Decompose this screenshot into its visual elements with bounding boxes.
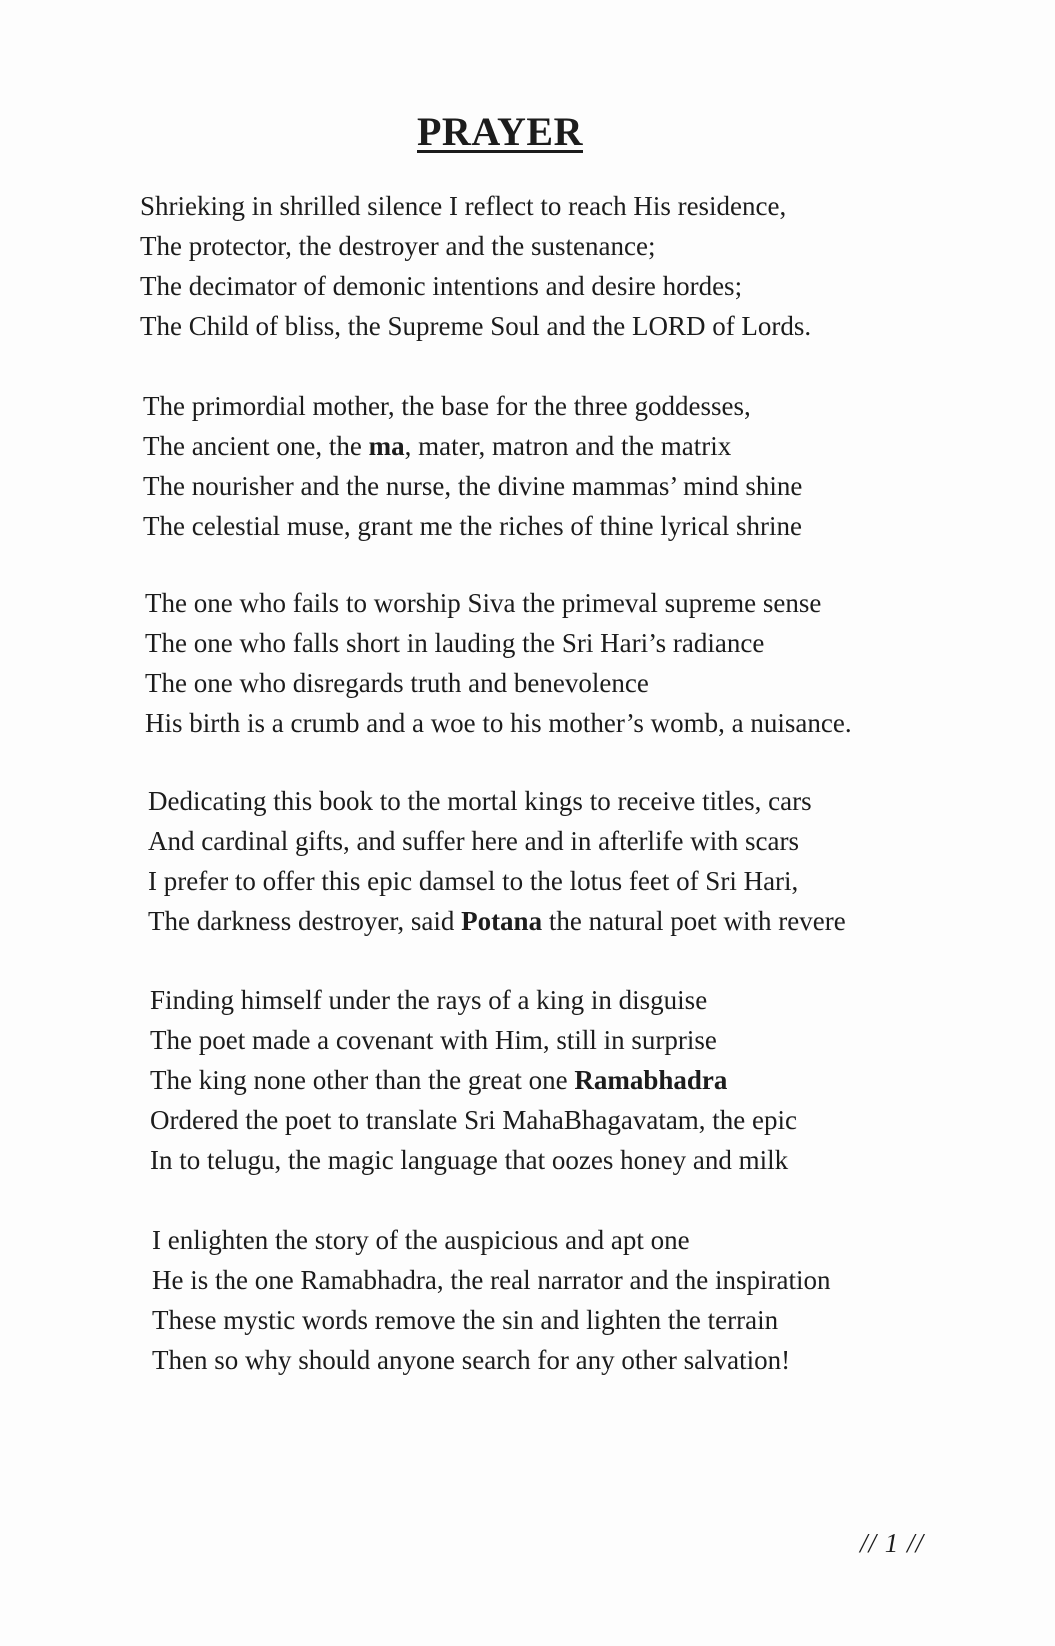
- poem-line: [150, 1100, 797, 1140]
- page-number: // 1 //: [860, 1528, 925, 1558]
- line-text: The Child of bliss, the Supreme Soul and the LORD of Lords.: [140, 311, 812, 341]
- poem-line: [148, 901, 846, 941]
- stanza-4: [148, 781, 846, 941]
- stanza-6: [152, 1220, 831, 1380]
- stanza-3: [145, 583, 852, 743]
- poem-line: [148, 781, 846, 821]
- poem-line: [140, 226, 811, 266]
- emphasized-name: ma: [368, 431, 405, 461]
- poem-line: [145, 623, 852, 663]
- line-text: He is the one Ramabhadra, the real narrator and the inspiration: [152, 1265, 831, 1295]
- line-text: Then so why should anyone search for any other salvation!: [152, 1345, 791, 1375]
- line-text: These mystic words remove the sin and lighten the terrain: [152, 1305, 779, 1335]
- poem-line: [150, 1020, 797, 1060]
- line-text: Shrieking in shrilled silence I reflect to reach His residence,: [140, 191, 787, 221]
- emphasized-name: Potana: [461, 906, 543, 936]
- poem-line: [143, 426, 802, 466]
- poem-line: [143, 466, 802, 506]
- poem-line: [148, 821, 846, 861]
- line-text: The primordial mother, the base for the three goddesses,: [143, 391, 751, 421]
- line-text: Ordered the poet to translate Sri MahaBhagavatam, the epic: [150, 1105, 798, 1135]
- poem-line: [143, 506, 802, 546]
- poem-line: [145, 583, 852, 623]
- poem-line: [145, 663, 852, 703]
- line-text: I prefer to offer this epic damsel to the lotus feet of Sri Hari,: [148, 866, 799, 896]
- line-text: Dedicating this book to the mortal kings to receive titles, cars: [148, 786, 812, 816]
- line-text: The darkness destroyer, said: [148, 906, 462, 936]
- poem-line: [143, 386, 802, 426]
- poem-line: [145, 703, 852, 743]
- page-title: PRAYER: [417, 109, 583, 154]
- line-text: The one who falls short in lauding the Sri Hari’s radiance: [145, 628, 765, 658]
- stanza-5: [150, 980, 797, 1180]
- poem-line: [150, 980, 797, 1020]
- line-text: Finding himself under the rays of a king in disguise: [150, 985, 708, 1015]
- line-text: I enlighten the story of the auspicious and apt one: [152, 1225, 690, 1255]
- stanza-2: [143, 386, 802, 546]
- line-text: The ancient one, the: [143, 431, 369, 461]
- poem-line: [140, 186, 811, 226]
- line-text: , mater, matron and the matrix: [404, 431, 732, 461]
- poem-line: [148, 861, 846, 901]
- poem-line: [140, 266, 811, 306]
- poem-line: [152, 1300, 831, 1340]
- line-text: The decimator of demonic intentions and desire hordes;: [140, 271, 743, 301]
- poem-line: [140, 306, 811, 346]
- line-text: And cardinal gifts, and suffer here and in afterlife with scars: [148, 826, 800, 856]
- line-text: the natural poet with revere: [542, 906, 846, 936]
- stanza-1: [140, 186, 811, 346]
- line-text: The nourisher and the nurse, the divine mammas’ mind shine: [143, 471, 803, 501]
- line-text: The one who disregards truth and benevolence: [145, 668, 649, 698]
- line-text: The celestial muse, grant me the riches of thine lyrical shrine: [143, 511, 803, 541]
- poem-line: [152, 1260, 831, 1300]
- line-text: The protector, the destroyer and the sustenance;: [140, 231, 656, 261]
- line-text: The one who fails to worship Siva the primeval supreme sense: [145, 588, 822, 618]
- line-text: In to telugu, the magic language that oozes honey and milk: [150, 1145, 789, 1175]
- line-text: His birth is a crumb and a woe to his mother’s womb, a nuisance.: [145, 708, 852, 738]
- poem-line: [150, 1140, 797, 1180]
- line-text: The king none other than the great one: [150, 1065, 575, 1095]
- poem-line: [150, 1060, 797, 1100]
- poem-line: [152, 1220, 831, 1260]
- emphasized-name: Ramabhadra: [574, 1065, 728, 1095]
- line-text: The poet made a covenant with Him, still in surprise: [150, 1025, 717, 1055]
- poem-line: [152, 1340, 831, 1380]
